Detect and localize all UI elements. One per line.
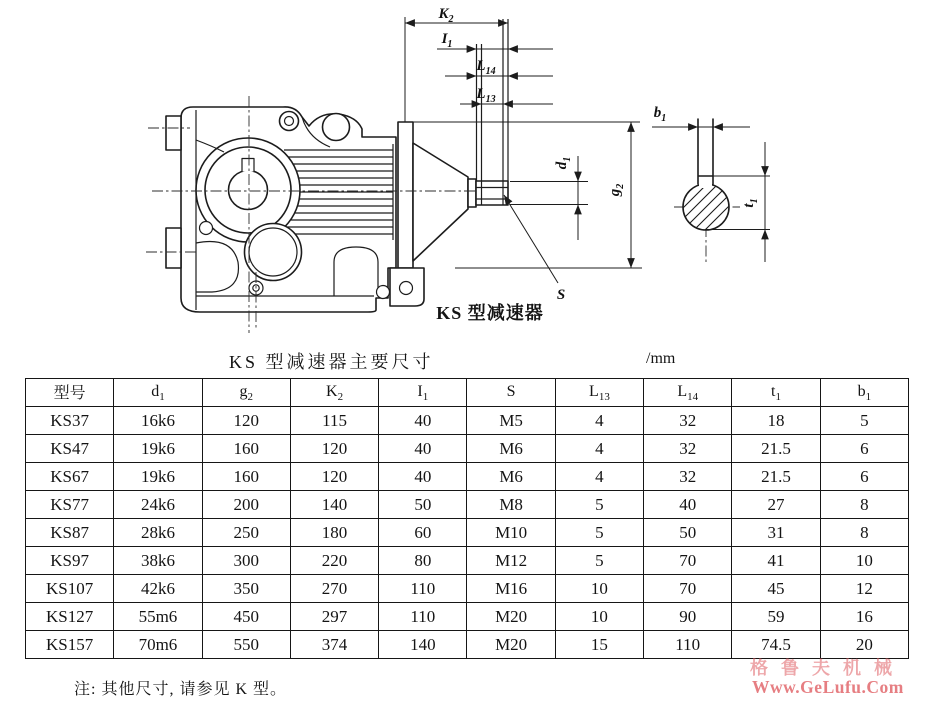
table-cell: 160 <box>202 435 290 463</box>
table-cell: 42k6 <box>114 575 202 603</box>
table-cell: 90 <box>644 603 732 631</box>
table-cell: 5 <box>820 407 908 435</box>
header-t1: $t_1$ <box>732 379 820 407</box>
table-cell: 20 <box>820 631 908 659</box>
header-l13: $L_{13}$ <box>555 379 643 407</box>
table-cell: 45 <box>732 575 820 603</box>
table-cell: 4 <box>555 463 643 491</box>
table-cell: KS77 <box>26 491 114 519</box>
bore-circle <box>229 171 268 210</box>
flange-plate <box>398 122 413 268</box>
table-cell: 374 <box>290 631 378 659</box>
cone-housing <box>413 143 468 261</box>
dimension-annotations <box>400 6 642 303</box>
table-cell: 40 <box>379 407 467 435</box>
table-cell: 27 <box>732 491 820 519</box>
table-cell: 60 <box>379 519 467 547</box>
dim-label-k2: $K_2$ <box>438 6 454 25</box>
table-cell: KS157 <box>26 631 114 659</box>
table-cell: KS87 <box>26 519 114 547</box>
table-cell: 10 <box>820 547 908 575</box>
reducer-drawing <box>0 0 930 348</box>
table-cell: 4 <box>555 407 643 435</box>
table-cell: 6 <box>820 463 908 491</box>
reducer-front-view <box>166 107 396 312</box>
header-s: S <box>467 379 555 407</box>
table-cell: 140 <box>379 631 467 659</box>
table-cell: 140 <box>290 491 378 519</box>
table-row <box>26 407 909 435</box>
table-cell: 32 <box>644 463 732 491</box>
table-cell: 180 <box>290 519 378 547</box>
bolt-hole-left <box>200 222 213 235</box>
table-cell: 32 <box>644 435 732 463</box>
top-lug-hole-small-inner <box>285 117 294 126</box>
footnote: 注: 其他尺寸, 请参见 K 型。 <box>74 681 288 698</box>
table-cell: M6 <box>467 435 555 463</box>
table-cell: 70 <box>644 547 732 575</box>
dim-label-t1: $t_1$ <box>741 198 760 208</box>
table-header-row <box>26 379 909 407</box>
table-cell: 6 <box>820 435 908 463</box>
table-row <box>26 603 909 631</box>
table-cell: M10 <box>467 519 555 547</box>
table-cell: 250 <box>202 519 290 547</box>
dim-label-l14: $L_{14}$ <box>476 58 496 77</box>
table-body <box>26 407 909 659</box>
table-cell: 32 <box>644 407 732 435</box>
table-cell: KS97 <box>26 547 114 575</box>
table-cell: 28k6 <box>114 519 202 547</box>
table-cell: 21.5 <box>732 435 820 463</box>
table-cell: 200 <box>202 491 290 519</box>
table-cell: 110 <box>379 575 467 603</box>
dim-label-i1: $I_1$ <box>441 31 453 50</box>
cone-and-shaft <box>390 19 508 306</box>
table-cell: M16 <box>467 575 555 603</box>
table-cell: 74.5 <box>732 631 820 659</box>
header-g2: $g_2$ <box>202 379 290 407</box>
table-cell: M8 <box>467 491 555 519</box>
table-cell: KS67 <box>26 463 114 491</box>
table-cell: 55m6 <box>114 603 202 631</box>
table-cell: 120 <box>290 463 378 491</box>
top-lug-hole-large <box>323 114 350 141</box>
table-cell: 80 <box>379 547 467 575</box>
table-cell: 5 <box>555 519 643 547</box>
table-cell: 300 <box>202 547 290 575</box>
shaft-cross-section <box>618 105 796 262</box>
header-d1: $d_1$ <box>114 379 202 407</box>
table-cell: 550 <box>202 631 290 659</box>
shaft-bore-lines-right <box>503 19 508 181</box>
table-cell: 40 <box>644 491 732 519</box>
table-cell: 10 <box>555 575 643 603</box>
table-cell: 350 <box>202 575 290 603</box>
table-row <box>26 435 909 463</box>
table-cell: 19k6 <box>114 463 202 491</box>
dim-label-d1: $d_1$ <box>554 156 573 170</box>
table-cell: 5 <box>555 491 643 519</box>
table-cell: 120 <box>202 407 290 435</box>
table-cell: 270 <box>290 575 378 603</box>
table-cell: M5 <box>467 407 555 435</box>
table-cell: 50 <box>379 491 467 519</box>
table-cell: 16 <box>820 603 908 631</box>
table-cell: 40 <box>379 463 467 491</box>
table-cell: 220 <box>290 547 378 575</box>
table-cell: 59 <box>732 603 820 631</box>
table-cell: 297 <box>290 603 378 631</box>
table-cell: KS37 <box>26 407 114 435</box>
table-cell: 70m6 <box>114 631 202 659</box>
lower-boss-inner <box>249 228 297 276</box>
header-l14: $L_{14}$ <box>644 379 732 407</box>
table-cell: 115 <box>290 407 378 435</box>
table-cell: 120 <box>290 435 378 463</box>
table-cell: 41 <box>732 547 820 575</box>
table-cell: 10 <box>555 603 643 631</box>
table-cell: 8 <box>820 519 908 547</box>
header-k2: $K_2$ <box>290 379 378 407</box>
header-model: 型号 <box>26 379 114 407</box>
table-cell: 70 <box>644 575 732 603</box>
table-cell: 50 <box>644 519 732 547</box>
table-cell: 18 <box>732 407 820 435</box>
table-cell: 5 <box>555 547 643 575</box>
table-cell: 12 <box>820 575 908 603</box>
table-cell: 4 <box>555 435 643 463</box>
table-cell: 24k6 <box>114 491 202 519</box>
section-hatching <box>618 150 796 262</box>
watermark-url: Www.GeLufu.Com <box>752 677 904 697</box>
foot-hole <box>400 282 413 295</box>
watermark-brand: 格鲁夫机械 <box>750 658 905 678</box>
figure-caption: KS 型减速器 <box>436 303 544 323</box>
table-cell: 160 <box>202 463 290 491</box>
table-cell: 19k6 <box>114 435 202 463</box>
left-lug-top <box>166 116 181 150</box>
table-cell: M20 <box>467 603 555 631</box>
table-cell: M20 <box>467 631 555 659</box>
table-cell: 110 <box>644 631 732 659</box>
dimension-table <box>25 378 909 659</box>
table-row <box>26 547 909 575</box>
dim-label-g2: $g_2$ <box>607 183 626 197</box>
table-row <box>26 491 909 519</box>
table-cell: KS127 <box>26 603 114 631</box>
table-cell: 16k6 <box>114 407 202 435</box>
header-i1: $I_1$ <box>379 379 467 407</box>
table-title: KS 型减速器主要尺寸 <box>229 352 434 372</box>
table-row <box>26 519 909 547</box>
inner-contour-left <box>196 242 238 292</box>
table-row <box>26 575 909 603</box>
table-cell: 110 <box>379 603 467 631</box>
table-cell: M6 <box>467 463 555 491</box>
table-cell: 31 <box>732 519 820 547</box>
table-cell: 450 <box>202 603 290 631</box>
table-cell: 21.5 <box>732 463 820 491</box>
table-cell: M12 <box>467 547 555 575</box>
table-cell: 15 <box>555 631 643 659</box>
shaft-step <box>468 179 476 207</box>
table-cell: KS107 <box>26 575 114 603</box>
bolt-hole-bottom-right <box>377 286 390 299</box>
table-cell: 8 <box>820 491 908 519</box>
table-cell: 38k6 <box>114 547 202 575</box>
table-unit-label: /mm <box>646 350 676 367</box>
table-row <box>26 463 909 491</box>
dim-label-s: S <box>556 287 566 303</box>
header-b1: $b_1$ <box>820 379 908 407</box>
left-lug-bottom <box>166 228 181 268</box>
table-cell: 40 <box>379 435 467 463</box>
dim-label-l13: $L_{13}$ <box>476 86 496 105</box>
dim-label-b1: $b_1$ <box>653 105 667 124</box>
table-cell: KS47 <box>26 435 114 463</box>
inner-contour-right <box>334 247 378 296</box>
